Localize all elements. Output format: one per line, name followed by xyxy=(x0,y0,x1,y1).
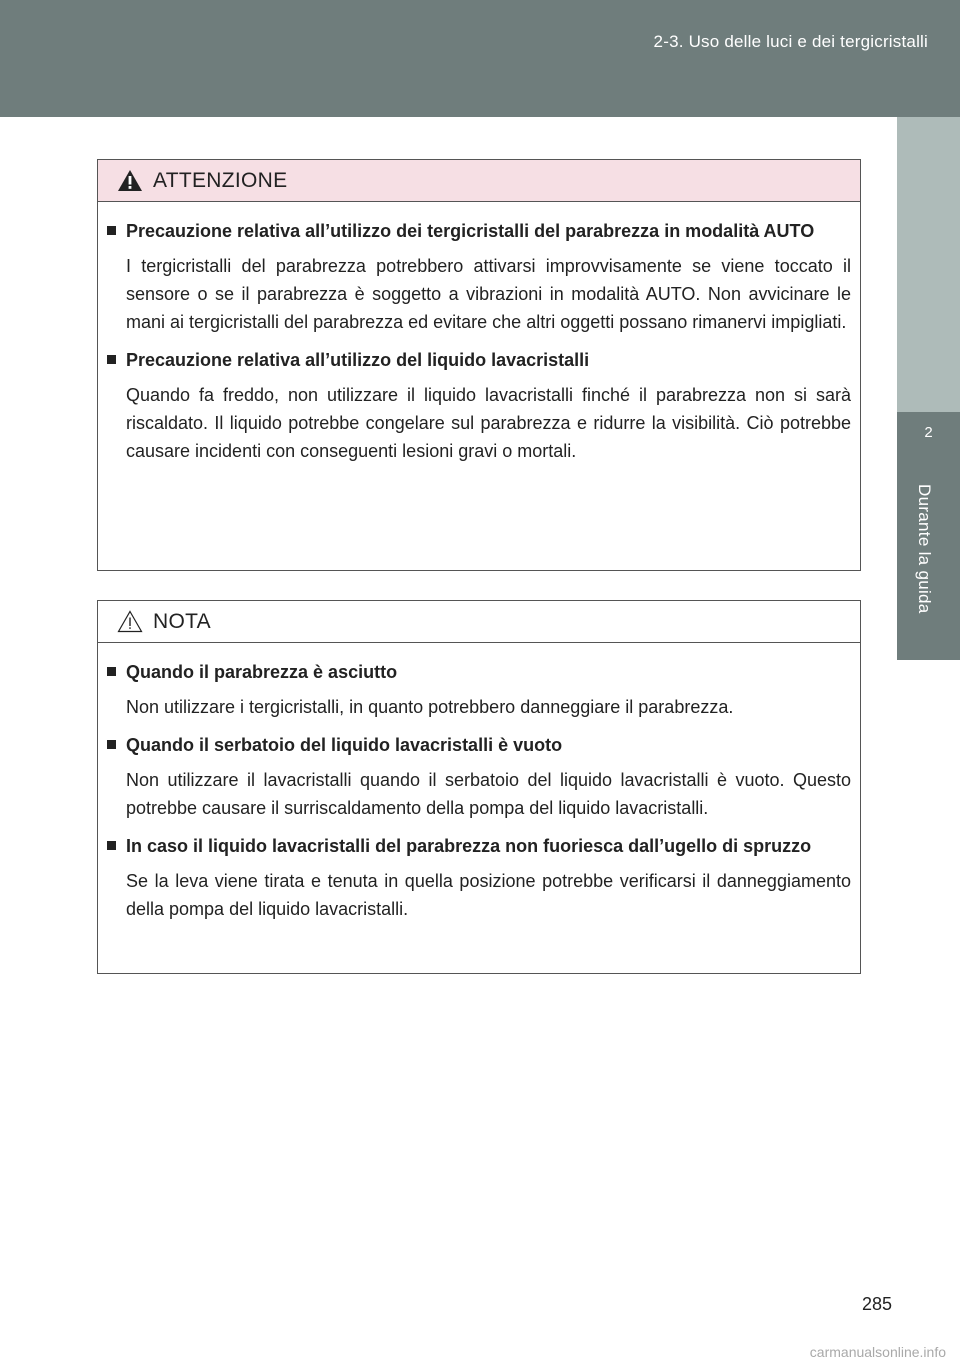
section-title: 2-3. Uso delle luci e dei tergicristalli xyxy=(653,32,928,51)
warning-box xyxy=(97,159,861,571)
item-body-text: Non utilizzare il lavacristalli quando il serbatoio del liquido lavacristalli è vuoto. Questo potrebbe causare il surriscaldamento della pompa del liquido lavacristalli. xyxy=(126,770,851,818)
square-bullet-icon xyxy=(107,841,116,850)
watermark: carmanualsonline.info xyxy=(809,1344,946,1360)
notice-outline-triangle-icon xyxy=(117,610,143,633)
item-heading-text: Quando il serbatoio del liquido lavacristalli è vuoto xyxy=(126,735,563,755)
square-bullet-icon xyxy=(107,740,116,749)
item-body-text: I tergicristalli del parabrezza potrebbero attivarsi improvvisamente se viene toccato il sensore o se il parabrezza è soggetto a vibrazioni in modalità AUTO. Non avvicinare le mani ai tergicristalli del parabrezza ed evitare che altri oggetti possano rimanervi impigliati. xyxy=(126,256,851,332)
side-tab-upper xyxy=(897,117,960,412)
item-heading-text: Quando il parabrezza è asciutto xyxy=(126,662,398,682)
square-bullet-icon xyxy=(107,355,116,364)
chapter-side-tab xyxy=(897,412,960,660)
item-body-text: Quando fa freddo, non utilizzare il liquido lavacristalli finché il parabrezza non si sarà riscaldato. Il liquido potrebbe congelare sul parabrezza e ridurre la visibilità. Ciò potrebbe causare incidenti con conseguenti lesioni gravi o mortali. xyxy=(126,385,851,461)
list-item xyxy=(107,217,851,336)
item-heading xyxy=(107,731,851,759)
item-heading-text: Precauzione relativa all’utilizzo del liquido lavacristalli xyxy=(126,350,590,370)
notice-box xyxy=(97,600,861,974)
warning-box-body xyxy=(98,202,860,465)
warning-box-header xyxy=(98,160,860,202)
notice-box-body xyxy=(98,643,860,923)
page-number: 285 xyxy=(861,1294,892,1314)
item-body-text: Non utilizzare i tergicristalli, in quanto potrebbero danneggiare il parabrezza. xyxy=(126,697,734,717)
top-header-band xyxy=(0,0,960,117)
warning-filled-triangle-icon xyxy=(117,169,143,192)
square-bullet-icon xyxy=(107,667,116,676)
list-item xyxy=(107,346,851,465)
warning-box-title: ATTENZIONE xyxy=(153,168,288,192)
item-heading-text: Precauzione relativa all’utilizzo dei tergicristalli del parabrezza in modalità AUTO xyxy=(126,221,815,241)
item-heading xyxy=(107,832,851,860)
square-bullet-icon xyxy=(107,226,116,235)
item-heading xyxy=(107,217,851,245)
list-item xyxy=(107,658,851,721)
item-heading-text: In caso il liquido lavacristalli del parabrezza non fuoriesca dall’ugello di spruzzo xyxy=(126,836,812,856)
list-item xyxy=(107,731,851,822)
item-body-text: Se la leva viene tirata e tenuta in quella posizione potrebbe verificarsi il danneggiamento della pompa del liquido lavacristalli. xyxy=(126,871,851,919)
item-heading xyxy=(107,658,851,686)
chapter-number: 2 xyxy=(924,424,933,441)
item-heading xyxy=(107,346,851,374)
chapter-label: Durante la guida xyxy=(915,484,934,614)
list-item xyxy=(107,832,851,923)
notice-box-title: NOTA xyxy=(153,609,211,633)
notice-box-header xyxy=(98,601,860,643)
